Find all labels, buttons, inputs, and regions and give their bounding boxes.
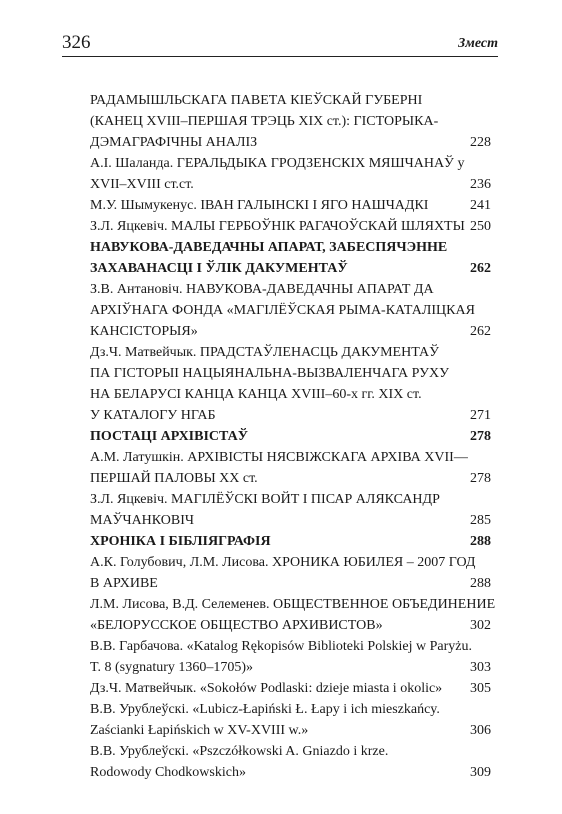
toc-entry-title-line: А.К. Голубович, Л.М. Лисова. ХРОНИКА ЮБИЛЕЯ – 2007 ГОД xyxy=(90,555,476,570)
toc-entry xyxy=(90,552,491,594)
toc-entry-title-line: З.Л. Яцкевіч. МАЛЫ ГЕРБОЎНІК РАГАЧОЎСКАЙ ШЛЯХТЫ xyxy=(90,219,465,234)
toc-entry-title-line: Дз.Ч. Матвейчык. «Sokołów Podlaski: dzieje miasta i okolic» xyxy=(90,681,443,696)
toc-page-number: 236 xyxy=(470,177,491,192)
toc-entry-title-line: У КАТАЛОГУ НГАБ xyxy=(90,408,216,423)
toc-entry xyxy=(90,741,491,783)
header-divider xyxy=(62,56,498,57)
toc-entry-title-line: «БЕЛОРУССКОЕ ОБЩЕСТВО АРХИВИСТОВ» xyxy=(90,618,383,633)
toc-entry xyxy=(90,90,491,153)
toc-entry xyxy=(90,594,496,636)
toc-section-heading xyxy=(90,531,491,552)
toc-page-number: 305 xyxy=(470,681,491,696)
toc-entry-title-line: ДЭМАГРАФІЧНЫ АНАЛІЗ xyxy=(90,135,258,150)
toc-page-number: 306 xyxy=(470,723,491,738)
toc-entry-title-line: АРХІЎНАГА ФОНДА «МАГІЛЁЎСКАЯ РЫМА-КАТАЛІЦКАЯ xyxy=(90,303,475,318)
toc-page-number: 288 xyxy=(470,576,491,591)
toc-entry-title-line: ПОСТАЦІ АРХІВІСТАЎ xyxy=(90,429,249,444)
toc-page-number: 228 xyxy=(470,135,491,150)
toc-entry-title-line: T. 8 (sygnatury 1360–1705)» xyxy=(90,660,254,675)
toc-entry-title-line: А.І. Шаланда. ГЕРАЛЬДЫКА ГРОДЗЕНСКІХ МЯШЧАНАЎ у xyxy=(90,156,465,171)
toc-entry-title-line: НА БЕЛАРУСІ КАНЦА КАНЦА XVIII–60-х гг. XIX ст. xyxy=(90,387,422,402)
toc-entry-title-line: В.В. Урублеўскі. «Lubicz-Łapiński Ł. Łapy i ich mieszkańcy. xyxy=(90,702,440,717)
toc-entry xyxy=(90,279,491,342)
toc-entry xyxy=(90,699,491,741)
toc-entry xyxy=(90,636,491,678)
toc-entry xyxy=(90,678,491,699)
toc-entry-title-line: МАЎЧАНКОВІЧ xyxy=(90,513,194,528)
toc-entry-title-line: Zaścianki Łapińskich w XV-XVIII w.» xyxy=(90,723,309,738)
toc-entry-title-line: ПЕРШАЙ ПАЛОВЫ XX ст. xyxy=(90,471,258,486)
toc-page-number: 288 xyxy=(470,534,491,549)
toc-entry-title-line: КАНСІСТОРЫЯ» xyxy=(90,324,198,339)
toc-page-number: 262 xyxy=(470,324,491,339)
toc-entry xyxy=(90,342,491,426)
toc-page-number: 271 xyxy=(470,408,491,423)
toc-entry-title-line: В.В. Гарбачова. «Katalog Rękopisów Biblioteki Polskiej w Paryżu. xyxy=(90,639,473,654)
toc-entry-title-line: XVII–XVIII ст.ст. xyxy=(90,177,194,192)
toc-entry-title-line: Rodowody Chodkowskich» xyxy=(90,765,246,780)
page-number: 326 xyxy=(62,32,91,53)
toc-entry-title-line: В АРХИВЕ xyxy=(90,576,158,591)
toc-entry-title-line: ПА ГІСТОРЫІ НАЦЫЯНАЛЬНА-ВЫЗВАЛЕНЧАГА РУХУ xyxy=(90,366,450,381)
toc-entry-title-line: А.М. Латушкін. АРХІВІСТЫ НЯСВІЖСКАГА АРХІВА XVII— xyxy=(90,450,468,465)
toc-entry-title-line: Дз.Ч. Матвейчык. ПРАДСТАЎЛЕНАСЦЬ ДАКУМЕНТАЎ xyxy=(90,345,440,360)
toc-page-number: 250 xyxy=(470,219,491,234)
toc-entry xyxy=(90,447,491,489)
toc-section-heading xyxy=(90,426,491,447)
toc-entry xyxy=(90,153,491,195)
toc-page-number: 302 xyxy=(470,618,491,633)
toc-entry xyxy=(90,216,491,237)
toc-entry-title-line: В.В. Урублеўскі. «Pszczółkowski A. Gniazdo i krze. xyxy=(90,744,389,759)
toc-page-number: 309 xyxy=(470,765,491,780)
toc-entry-title-line: ХРОНІКА І БІБЛІЯГРАФІЯ xyxy=(90,534,271,549)
toc-page-number: 285 xyxy=(470,513,491,528)
toc-entry-title-line: Л.М. Лисова, В.Д. Селеменев. ОБЩЕСТВЕННОЕ ОБЪЕДИНЕНИЕ xyxy=(90,597,496,612)
toc-entry-title-line: РАДАМЫШЛЬСКАГА ПАВЕТА КІЕЎСКАЙ ГУБЕРНІ xyxy=(90,93,423,108)
toc-page-number: 241 xyxy=(470,198,491,213)
toc-entry-title-line: ЗАХАВАНАСЦІ І ЎЛІК ДАКУМЕНТАЎ xyxy=(90,261,348,276)
toc-page-number: 262 xyxy=(470,261,491,276)
toc-entry-title-line: (КАНЕЦ XVIII–ПЕРШАЯ ТРЭЦЬ XIX ст.): ГІСТОРЫКА- xyxy=(90,114,439,129)
toc-entry-title-line: М.У. Шымукенус. ІВАН ГАЛЫНСКІ І ЯГО НАШЧАДКІ xyxy=(90,198,429,213)
toc-entry-title-line: НАВУКОВА-ДАВЕДАЧНЫ АПАРАТ, ЗАБЕСПЯЧЭННЕ xyxy=(90,240,448,255)
toc-page-number: 278 xyxy=(470,429,491,444)
toc-section-heading xyxy=(90,237,491,279)
table-of-contents xyxy=(90,90,496,783)
toc-entry xyxy=(90,489,491,531)
toc-page-number: 303 xyxy=(470,660,491,675)
toc-entry-title-line: З.Л. Яцкевіч. МАГІЛЁЎСКІ ВОЙТ І ПІСАР АЛЯКСАНДР xyxy=(90,492,440,507)
section-title: Змест xyxy=(458,36,498,51)
toc-entry-title-line: З.В. Антановіч. НАВУКОВА-ДАВЕДАЧНЫ АПАРАТ ДА xyxy=(90,282,434,297)
page-header xyxy=(62,32,498,56)
toc-entry xyxy=(90,195,491,216)
toc-page-number: 278 xyxy=(470,471,491,486)
